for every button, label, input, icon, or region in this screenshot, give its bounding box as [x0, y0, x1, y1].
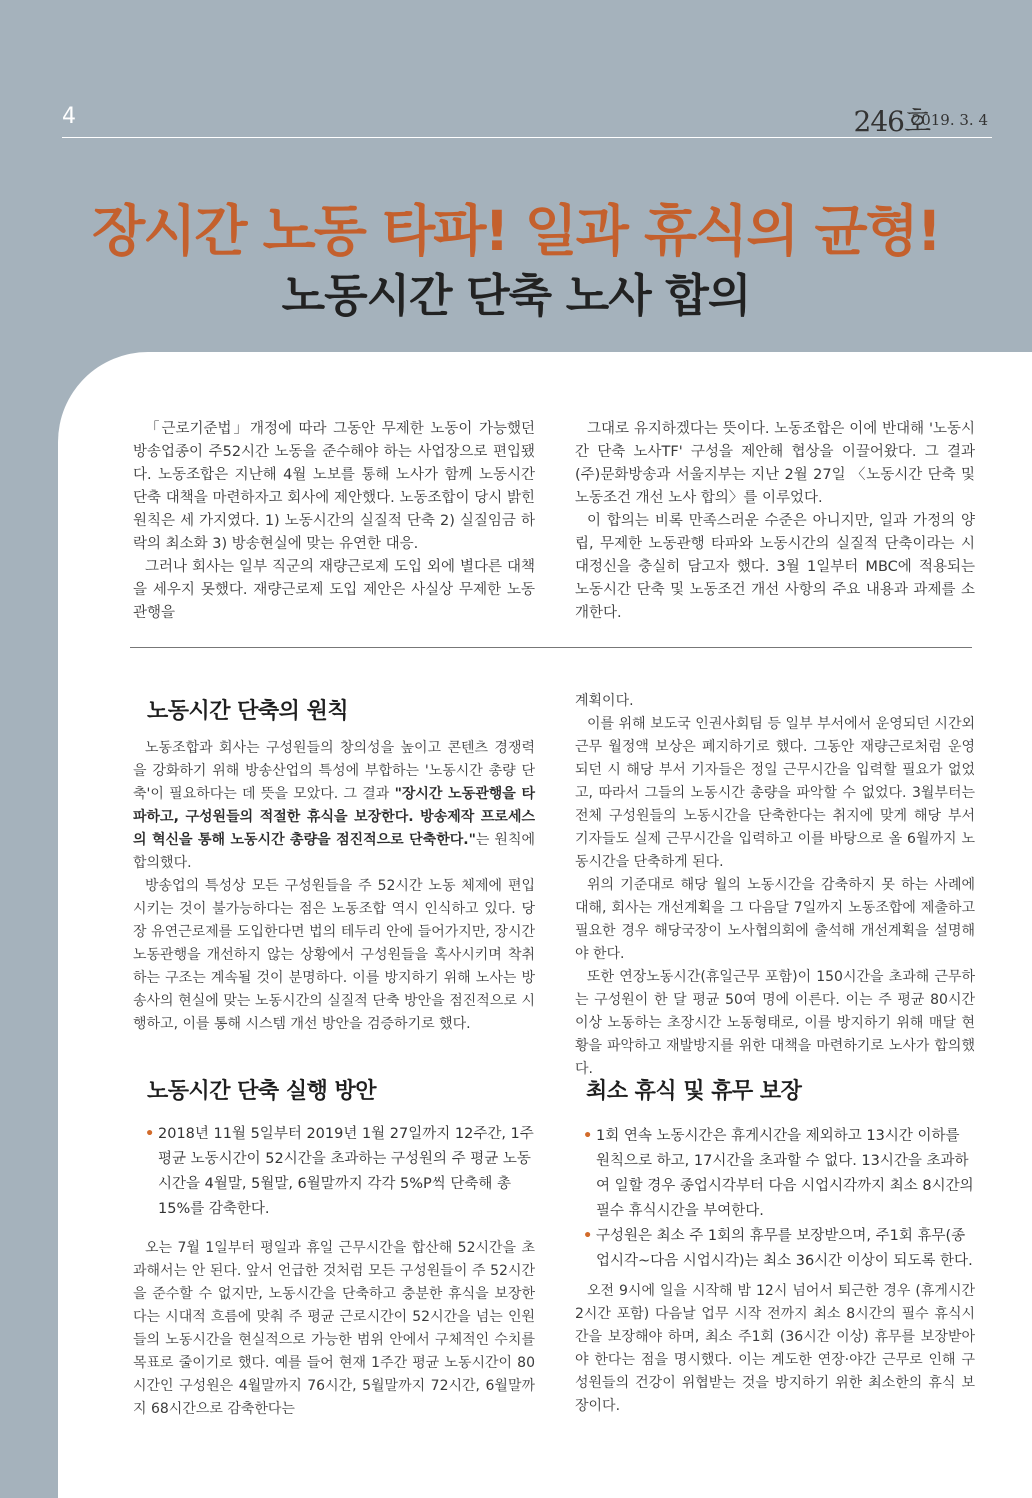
paragraph-text: 는 원칙에 합의했다.: [133, 832, 536, 871]
intro-paragraph: 그러나 회사는 일부 직군의 재량근로제 도입 외에 별다른 대책을 세우지 못했다. 재량근로제 도입 제안은 사실상 무제한 노동관행을: [133, 559, 535, 621]
intro-paragraph: 「근로기준법」개정에 따라 그동안 무제한 노동이 가능했던 방송업종이 주52시간 노동을 준수해야 하는 사업장으로 편입됐다. 노동조합은 지난해 4월 노보를 통해 노사가 함께 노동시간 단축 대책을 마련하자고 회사에 제안했다. 노동조합이 당시 밝힌 원칙은 세 가지였다. 1) 노동시간의 실질적 단축 2) 실질임금 하락의 최소화 3) 방송현실에 맞는 유연한 대응.: [133, 421, 535, 552]
section-divider: [130, 647, 972, 648]
bullet-text: 2018년 11월 5일부터 2019년 1월 27일까지 12주간, 1주 평균 노동시간이 52시간을 초과하는 구성원의 주 평균 노동시간을 4월말, 5월말, 6월말까지 각각 5%P씩 단축해 총 15%를 감축한다.: [158, 1126, 534, 1217]
body-paragraph: 계획이다.: [575, 693, 634, 709]
header-divider: [62, 137, 992, 138]
bullet-text: 구성원은 최소 주 1회의 휴무를 보장받으며, 주1회 휴무(종업시각~다음 시업시각)는 최소 36시간 이상이 되도록 한다.: [596, 1228, 973, 1269]
body-paragraph: 방송업의 특성상 모든 구성원들을 주 52시간 노동 체제에 편입시키는 것이 불가능하다는 점은 노동조합 역시 인식하고 있다. 당장 유연근로제를 도입한다면 법의 테두리 안에 들어가지만, 장시간 노동관행을 개선하지 않는 상황에서 구성원들을 혹사시키며 착취하는 구조는 계속될 것이 분명하다. 이를 방지하기 위해 노사는 방송사의 현실에 맞는 노동시간의 실질적 단축 방안을 점진적으로 시행하고, 이를 통해 시스템 개선 방안을 검증하기로 했다.: [133, 878, 535, 1032]
page-number: 4: [62, 104, 76, 129]
bullet-text: 1회 연속 노동시간은 휴게시간을 제외하고 13시간 이하를 원칙으로 하고, 17시간을 초과할 수 없다. 13시간을 초과하여 일할 경우 종업시각부터 다음 시업시각까지 최소 8시간의 필수 휴식시간을 부여한다.: [596, 1128, 974, 1219]
intro-right-column: [575, 418, 975, 625]
implementation-bullet-list: [145, 1122, 537, 1222]
body-paragraph: 또한 연장노동시간(휴일근무 포함)이 150시간을 초과해 근무하는 구성원이 한 달 평균 50여 명에 이른다. 이는 주 평균 80시간 이상 노동하는 초장시간 노동형태로, 이를 방지하기 위해 매달 현황을 파악하고 재발방지를 위한 대책을 마련하기로 노사가 합의했다.: [575, 969, 975, 1077]
bullet-item: [145, 1122, 537, 1222]
body-paragraph: 이를 위해 보도국 인권사회팀 등 일부 부서에서 운영되던 시간외 근무 월정액 보상은 폐지하기로 했다. 그동안 재량근로처럼 운영되던 시 해당 부서 기자들은 정일 근무시간을 입력할 필요가 없었고, 따라서 그들의 노동시간 총량을 파악할 수 없었다. 3월부터는 전체 구성원들의 노동시간을 단축한다는 취지에 맞게 해당 부서 기자들도 실제 근무시간을 입력하고 이를 바탕으로 올 6월까지 노동시간을 단축하게 된다.: [575, 716, 975, 870]
body-paragraph: [133, 737, 535, 875]
intro-paragraph: 그대로 유지하겠다는 뜻이다. 노동조합은 이에 반대해 '노동시간 단축 노사TF' 구성을 제안해 협상을 이끌어왔다. 그 결과 (주)문화방송과 서울지부는 지난 2월 27일 〈노동시간 단축 및 노동조건 개선 노사 합의〉를 이루었다.: [575, 421, 975, 506]
principles-continued-body: [575, 690, 975, 1081]
body-paragraph: 위의 기준대로 해당 월의 노동시간을 감축하지 못 하는 사례에 대해, 회사는 개선계획을 그 다음달 7일까지 노동조합에 제출하고 필요한 경우 해당국장이 노사협의회에 출석해 개선계획을 설명해야 한다.: [575, 877, 975, 962]
intro-left-column: [133, 418, 535, 625]
principles-body: [133, 737, 535, 1036]
rest-body: [575, 1280, 975, 1418]
bullet-dot-icon: •: [583, 1228, 593, 1244]
body-paragraph: 오전 9시에 일을 시작해 밤 12시 넘어서 퇴근한 경우 (휴게시간 2시간 포함) 다음날 업무 시작 전까지 최소 8시간의 필수 휴식시간을 보장해야 하며, 최소 주1회 (36시간 이상) 휴무를 보장받아야 한다는 점을 명시했다. 이는 계도한 연장·야간 근무로 인해 구성원들의 건강이 위협받는 것을 방지하기 위한 최소한의 휴식 보장이다.: [575, 1283, 975, 1414]
issue-date: 2019. 3. 4: [911, 111, 988, 129]
agreed-principle-quote: "장시간 노동관행을 타파하고, 구성원들의 적절한 휴식을 보장한다. 방송제작 프로세스의 혁신을 통해 노동시간 총량을 점진적으로 단축한다.": [133, 786, 535, 848]
bullet-dot-icon: •: [583, 1128, 593, 1144]
rest-bullet-list: [583, 1124, 975, 1274]
body-paragraph: 오는 7월 1일부터 평일과 휴일 근무시간을 합산해 52시간을 초과해서는 안 된다. 앞서 언급한 것처럼 모든 구성원들이 주 52시간을 준수할 수 없지만, 노동시간을 단축하고 충분한 휴식을 보장한다는 시대적 흐름에 맞춰 주 평균 근로시간이 52시간을 넘는 인원들의 노동시간을 현실적으로 가능한 범위 안에서 구체적인 수치를 목표로 줄이기로 했다. 예를 들어 현재 1주간 평균 노동시간이 80시간인 구성원은 4월말까지 76시간, 5월말까지 72시간, 6월말까지 68시간으로 감축한다는: [133, 1240, 535, 1417]
bullet-dot-icon: •: [145, 1126, 155, 1142]
implementation-body: [133, 1237, 535, 1421]
bullet-item: [583, 1224, 975, 1274]
section-heading-rest: 최소 휴식 및 휴무 보장: [586, 1079, 802, 1104]
paragraph-text: 노동조합과 회사는 구성원들의 창의성을 높이고 콘텐츠 경쟁력을 강화하기 위해 방송산업의 특성에 부합하는 '노동시간 총량 단축'이 필요하다는 데 뜻을 모았다. 그 결과: [133, 740, 535, 802]
issue-number: 246호: [853, 105, 930, 138]
bullet-item: [583, 1124, 975, 1224]
intro-paragraph: 이 합의는 비록 만족스러운 수준은 아니지만, 일과 가정의 양립, 무제한 노동관행 타파와 노동시간의 실질적 단축이라는 시대정신을 충실히 담고자 했다. 3월 1일부터 MBC에 적용되는 노동시간 단축 및 노동조건 개선 사항의 주요 내용과 과제를 소개한다.: [575, 513, 975, 621]
section-heading-principles: 노동시간 단축의 원칙: [147, 699, 349, 724]
section-heading-implementation: 노동시간 단축 실행 방안: [147, 1079, 376, 1104]
subtitle: 노동시간 단축 노사 합의: [281, 269, 751, 322]
main-title: 장시간 노동 타파! 일과 휴식의 균형!: [92, 199, 940, 263]
